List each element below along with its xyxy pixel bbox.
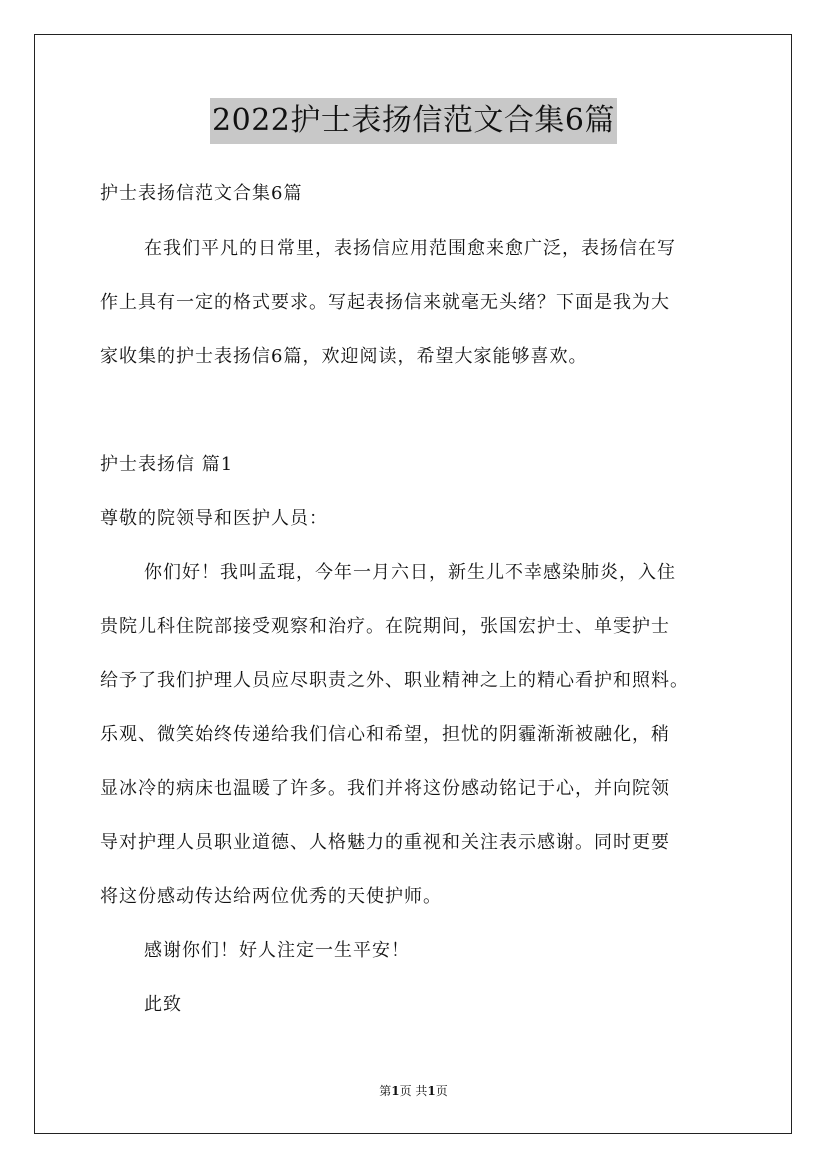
closing-line: 此致 [144,994,182,1015]
section-heading: 护士表扬信 篇1 [100,454,234,475]
body-line-6: 导对护理人员职业道德、人格魅力的重视和关注表示感谢。同时更要 [100,832,670,853]
document-subtitle: 护士表扬信范文合集6篇 [100,183,303,204]
body-line-3: 给予了我们护理人员应尽职责之外、职业精神之上的精心看护和照料。 [100,670,689,691]
intro-line-3: 家收集的护士表扬信6篇，欢迎阅读，希望大家能够喜欢。 [100,346,588,367]
title-container [0,98,827,144]
body-line-4: 乐观、微笑始终传递给我们信心和希望，担忧的阴霾渐渐被融化，稍 [100,724,670,745]
salutation: 尊敬的院领导和医护人员： [100,508,328,529]
footer-page-prefix: 第 [379,1084,392,1098]
document-title: 2022护士表扬信范文合集6篇 [210,98,617,144]
body-line-1: 你们好！我叫孟琨，今年一月六日，新生儿不幸感染肺炎，入住 [144,562,676,583]
thanks-line: 感谢你们！好人注定一生平安！ [144,940,410,961]
footer-page-suffix: 页 [435,1084,448,1098]
body-line-7: 将这份感动传达给两位优秀的天使护师。 [100,886,442,907]
footer-page-total: 1 [427,1084,436,1098]
page-footer [0,1083,827,1099]
body-line-2: 贵院儿科住院部接受观察和治疗。在院期间，张国宏护士、单雯护士 [100,616,670,637]
intro-line-1: 在我们平凡的日常里，表扬信应用范围愈来愈广泛，表扬信在写 [144,238,676,259]
footer-page-mid: 页 共 [399,1084,428,1098]
footer-page-current: 1 [391,1084,400,1098]
body-line-5: 显冰冷的病床也温暖了许多。我们并将这份感动铭记于心，并向院领 [100,778,670,799]
intro-line-2: 作上具有一定的格式要求。写起表扬信来就毫无头绪？下面是我为大 [100,292,670,313]
